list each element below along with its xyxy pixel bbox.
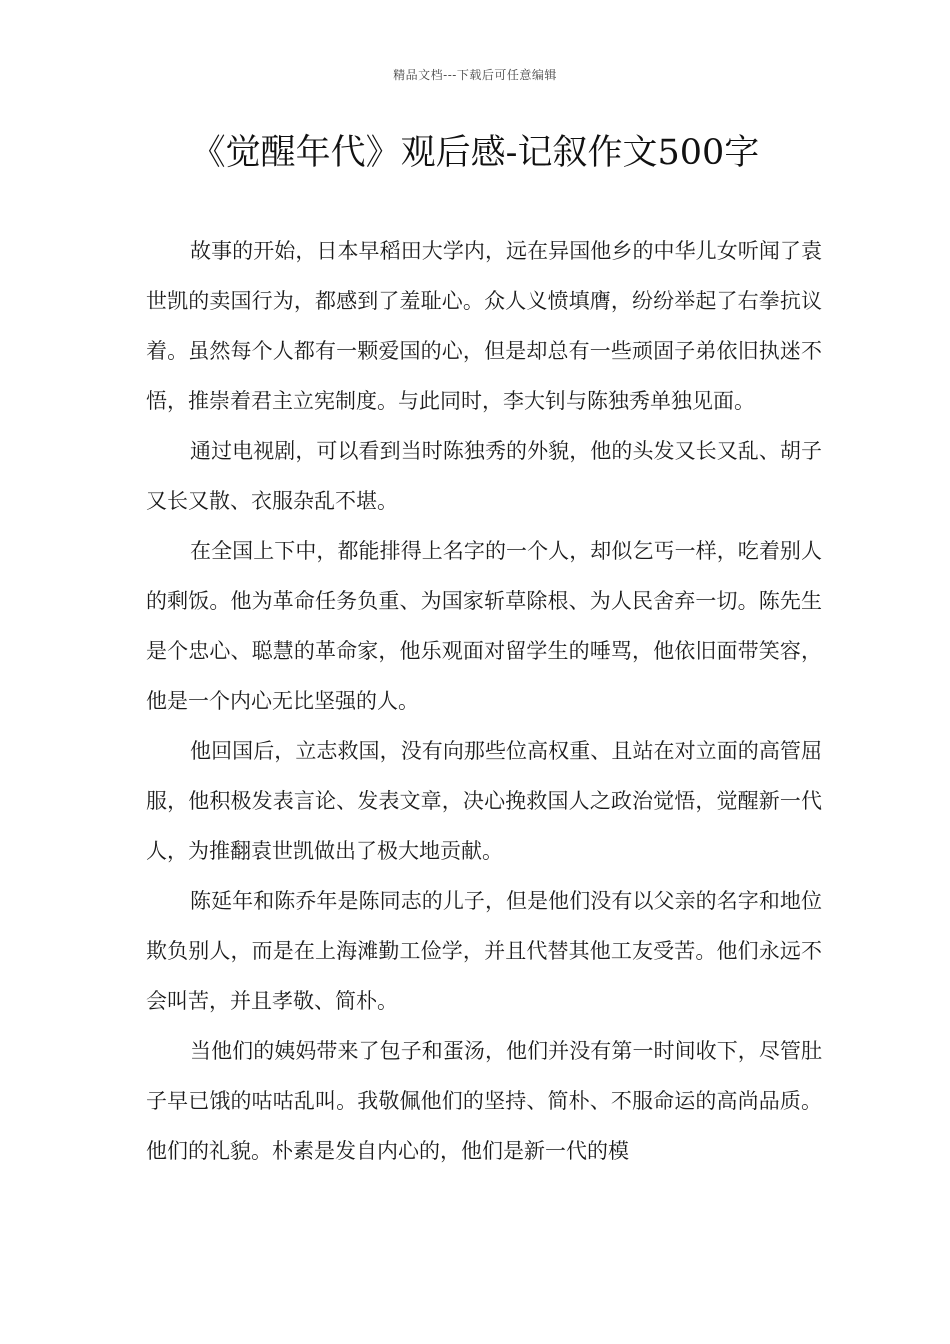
- document-body: [146, 226, 822, 1176]
- paragraph-1: 故事的开始，日本早稻田大学内，远在异国他乡的中华儿女听闻了袁世凯的卖国行为，都感到了羞耻心。众人义愤填膺，纷纷举起了右拳抗议着。虽然每个人都有一颗爱国的心，但是却总有一些顽固子弟依旧执迷不悟，推崇着君主立宪制度。与此同时，李大钊与陈独秀单独见面。: [146, 239, 822, 413]
- paragraph-2: 通过电视剧，可以看到当时陈独秀的外貌，他的头发又长又乱、胡子又长又散、衣服杂乱不堪。: [146, 439, 822, 513]
- paragraph-3: 在全国上下中，都能排得上名字的一个人，却似乞丐一样，吃着别人的剩饭。他为革命任务负重、为国家斩草除根、为人民舍弃一切。陈先生是个忠心、聪慧的革命家，他乐观面对留学生的唾骂，他依旧面带笑容，他是一个内心无比坚强的人。: [146, 539, 822, 713]
- paragraph-4: 他回国后，立志救国，没有向那些位高权重、且站在对立面的高管屈服，他积极发表言论、发表文章，决心挽救国人之政治觉悟，觉醒新一代人，为推翻袁世凯做出了极大地贡献。: [146, 739, 822, 863]
- paragraph-6: 当他们的姨妈带来了包子和蛋汤，他们并没有第一时间收下，尽管肚子早已饿的咕咕乱叫。我敬佩他们的坚持、简朴、不服命运的高尚品质。他们的礼貌。朴素是发自内心的，他们是新一代的模: [146, 1039, 822, 1163]
- paragraph-5: 陈延年和陈乔年是陈同志的儿子，但是他们没有以父亲的名字和地位欺负别人，而是在上海滩勤工俭学，并且代替其他工友受苦。他们永远不会叫苦，并且孝敬、简朴。: [146, 889, 822, 1013]
- document-title: 《觉醒年代》观后感-记叙作文500字: [190, 133, 760, 173]
- header-note: 精品文档---下载后可任意编辑: [393, 68, 557, 82]
